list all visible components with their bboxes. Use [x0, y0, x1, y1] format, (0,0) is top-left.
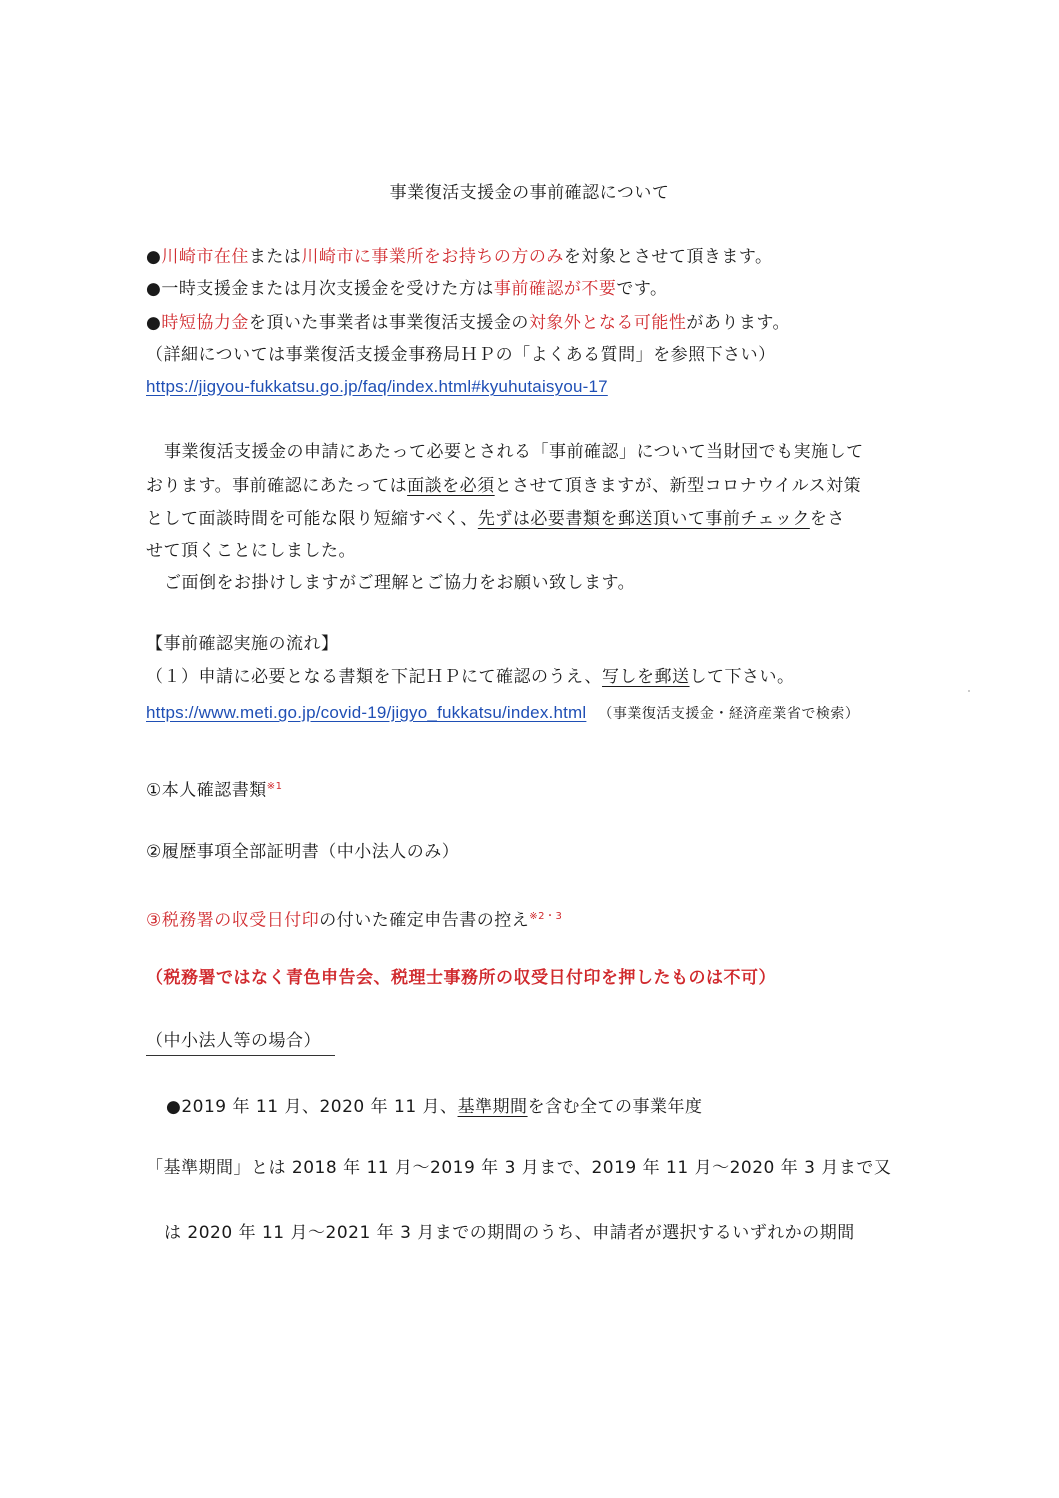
- bullet-mark: ●: [146, 313, 162, 333]
- underlined-text: 面談を必須: [407, 476, 495, 496]
- body-text: を含む全ての事業年度: [527, 1097, 703, 1117]
- doc-item-2: ②履歴事項全部証明書（中小法人のみ）: [146, 842, 460, 862]
- intro-line-2: [146, 473, 861, 499]
- bullet-mark: ●: [146, 279, 162, 299]
- base-period-definition-2: は 2020 年 11 月～2021 年 3 月までの期間のうち、申請者が選択するいずれかの期間: [164, 1223, 855, 1243]
- body-text: おります。事前確認にあたっては: [146, 476, 408, 496]
- body-text: があります。: [686, 313, 790, 333]
- bullet-mark: ●: [166, 1097, 182, 1117]
- bullet-mark: ●: [146, 247, 162, 267]
- body-text: をさ: [809, 509, 845, 529]
- footnote-ref: ※1: [266, 781, 283, 792]
- meti-link[interactable]: https://www.meti.go.jp/covid-19/jigyo_fukkatsu/index.html: [146, 703, 587, 722]
- emphasis-text: 事前確認が不要: [493, 279, 617, 299]
- body-text: （１）申請に必要となる書類を下記ＨＰにて確認のうえ、: [146, 667, 603, 687]
- body-text: 一時支援金または月次支援金を受けた方は: [161, 279, 494, 299]
- doc-item-3: [146, 904, 562, 934]
- base-period-definition-1: 「基準期間」とは 2018 年 11 月～2019 年 3 月まで、2019 年 11 月～2020 年 3 月まで又: [146, 1158, 892, 1178]
- body-text: です。: [616, 279, 668, 299]
- emphasis-text: 川崎市に事業所をお持ちの方のみ: [301, 247, 564, 267]
- flow-step-1: [146, 664, 795, 690]
- page-title: 事業復活支援金の事前確認について: [389, 183, 670, 203]
- emphasis-text: 川崎市在住: [161, 247, 249, 267]
- emphasis-text: ③: [146, 910, 162, 931]
- bullet-no-precheck: [146, 276, 667, 302]
- meti-link-line: [146, 700, 859, 727]
- body-text: を対象とさせて頂きます。: [563, 247, 773, 267]
- bullet-residence: [146, 244, 772, 270]
- doc-warning: （税務署ではなく青色申告会、税理士事務所の収受日付印を押したものは不可）: [146, 968, 776, 988]
- bullet-exclusion: [146, 310, 790, 336]
- emphasis-text: 税務署の収受日付印: [161, 910, 320, 931]
- faq-note: （詳細については事業復活支援金事務局ＨＰの「よくある質問」を参照下さい）: [146, 345, 776, 365]
- intro-line-1: 事業復活支援金の申請にあたって必要とされる「事前確認」について当財団でも実施して: [164, 442, 864, 462]
- underlined-text: 基準期間: [457, 1097, 528, 1117]
- body-text: を頂いた事業者は事業復活支援金の: [248, 313, 529, 333]
- scan-speck: [968, 690, 970, 692]
- underlined-text: 先ずは必要書類を郵送頂いて事前チェック: [477, 509, 810, 529]
- corp-heading: [146, 1028, 335, 1054]
- body-text: の付いた確定申告書の控え: [319, 910, 530, 931]
- body-text: して下さい。: [689, 667, 795, 687]
- body-text: または: [248, 247, 302, 267]
- intro-line-5: ご面倒をお掛けしますがご理解とご協力をお願い致します。: [164, 573, 636, 593]
- meti-search-note: （事業復活支援金・経済産業省で検索）: [598, 706, 860, 722]
- corp-item: [166, 1094, 703, 1120]
- body-text: として面談時間を可能な限り短縮すべく、: [146, 509, 478, 529]
- faq-link[interactable]: https://jigyou-fukkatsu.go.jp/faq/index.html#kyuhutaisyou-17: [146, 377, 608, 396]
- body-text: 2019 年 11 月、2020 年 11 月、: [181, 1097, 458, 1117]
- body-text: ①本人確認書類: [146, 780, 267, 801]
- flow-heading: 【事前確認実施の流れ】: [146, 634, 339, 654]
- intro-line-3: [146, 506, 845, 532]
- body-text: とさせて頂きますが、新型コロナウイルス対策: [494, 476, 862, 496]
- emphasis-text: 対象外となる可能性: [528, 313, 687, 333]
- doc-item-1: [146, 774, 283, 804]
- footnote-ref: ※2・3: [529, 911, 563, 922]
- intro-line-4: せて頂くことにしました。: [146, 541, 356, 561]
- underlined-text: 写しを郵送: [602, 667, 690, 687]
- corp-heading-text: （中小法人等の場合）: [146, 1031, 335, 1056]
- emphasis-text: 時短協力金: [161, 313, 249, 333]
